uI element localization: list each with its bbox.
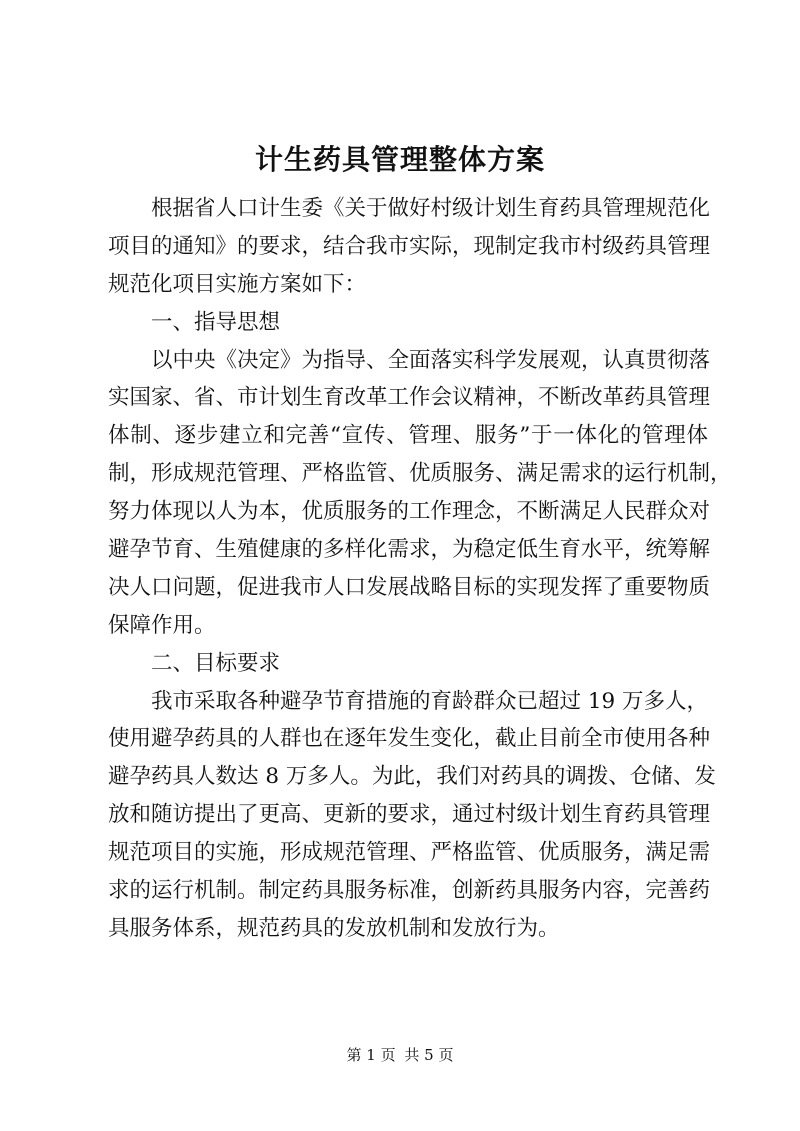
section-heading-guiding-ideology: 一、指导思想 [151, 309, 281, 335]
page-number-current: 第 1 页 [346, 1046, 396, 1064]
paragraph-line-7: 体制、逐步建立和完善“宣传、管理、服务”于一体化的管理体 [108, 423, 708, 449]
paragraph-line-15: 使用避孕药具的人群也在逐年发生变化，截止目前全市使用各种 [108, 726, 711, 752]
document-body [108, 190, 732, 948]
page-footer [0, 1044, 800, 1066]
page-number-total: 共 5 页 [404, 1046, 454, 1064]
paragraph-line-18: 规范项目的实施，形成规范管理、严格监管、优质服务，满足需 [108, 840, 711, 866]
paragraph-line-2: 项目的通知》的要求，结合我市实际，现制定我市村级药具管理 [108, 233, 711, 259]
section-heading-goals: 二、目标要求 [151, 650, 281, 676]
paragraph-line-5: 以中央《决定》为指导、全面落实科学发展观，认真贯彻落 [151, 347, 711, 373]
paragraph-line-11: 决人口问题，促进我市人口发展战略目标的实现发挥了重要物质 [108, 574, 711, 600]
paragraph-line-3: 规范化项目实施方案如下： [108, 271, 367, 297]
paragraph-line-19: 求的运行机制。制定药具服务标准，创新药具服务内容，完善药 [108, 878, 711, 904]
document-title: 计生药具管理整体方案 [254, 143, 545, 176]
paragraph-line-1: 根据省人口计生委《关于做好村级计划生育药具管理规范化 [151, 196, 711, 221]
paragraph-line-14: 我市采取各种避孕节育措施的育龄群众已超过 19 万多人， [151, 688, 709, 714]
paragraph-line-20: 具服务体系，规范药具的发放机制和发放行为。 [108, 915, 560, 941]
paragraph-line-16: 避孕药具人数达 8 万多人。为此，我们对药具的调拨、仓储、发 [108, 764, 716, 790]
paragraph-line-17: 放和随访提出了更高、更新的要求，通过村级计划生育药具管理 [108, 802, 711, 828]
paragraph-line-9: 努力体现以人为本，优质服务的工作理念，不断满足人民群众对 [108, 499, 711, 525]
paragraph-line-12: 保障作用。 [108, 612, 216, 638]
paragraph-line-6: 实国家、省、市计划生育改革工作会议精神，不断改革药具管理 [108, 385, 711, 411]
paragraph-line-8: 制，形成规范管理、严格监管、优质服务、满足需求的运行机制， [108, 461, 732, 487]
paragraph-line-10: 避孕节育、生殖健康的多样化需求，为稳定低生育水平，统筹解 [108, 537, 711, 563]
